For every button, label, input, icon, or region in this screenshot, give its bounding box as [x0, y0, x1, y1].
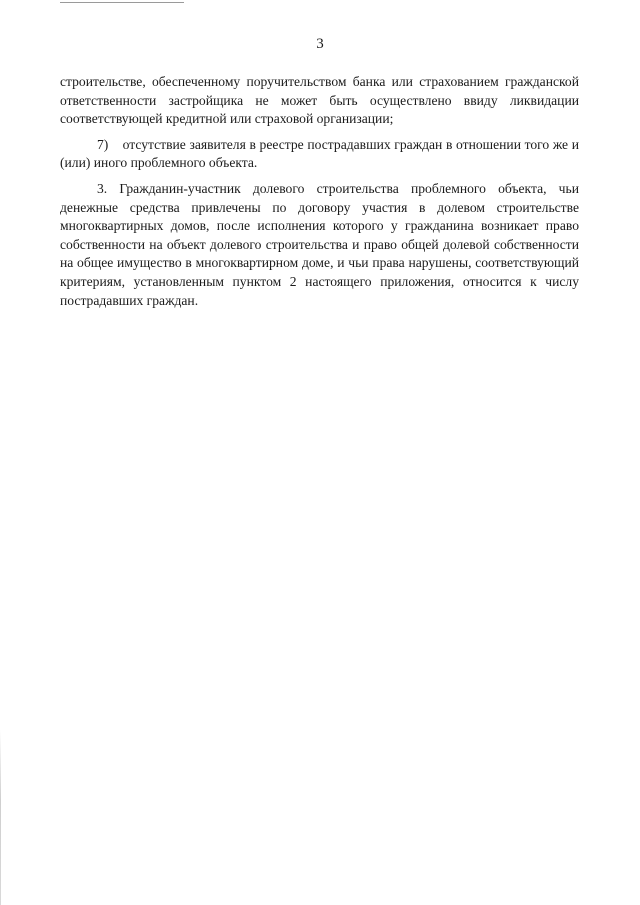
- scan-edge-shadow: [0, 730, 1, 905]
- item-number: 7): [97, 136, 109, 152]
- paragraph-item-7: [60, 136, 579, 173]
- document-body: [60, 73, 579, 310]
- top-scan-line: [60, 2, 184, 3]
- paragraph-section-3: 3. Гражданин-участник долевого строительства проблемного объекта, чьи денежные средства привлечены по договору участия в долевом строительстве многоквартирных домов, после исполнения которого у гражданина возникает право собственности на объект долевого строительства и право общей долевой собственности на общее имущество в многоквартирном доме, и чьи права нарушены, соответствующий критериям, установленным пунктом 2 настоящего приложения, относится к числу пострадавших граждан.: [60, 180, 579, 308]
- page-number: 3: [316, 36, 324, 52]
- item-text: отсутствие заявителя в реестре пострадавших граждан в отношении того же и (или) иного проблемного объекта.: [60, 136, 580, 171]
- paragraph-continuation: строительстве, обеспеченному поручительством банка или страхованием гражданской ответственности застройщика не может быть осуществлено ввиду ликвидации соответствующей кредитной или страховой организации;: [60, 74, 579, 127]
